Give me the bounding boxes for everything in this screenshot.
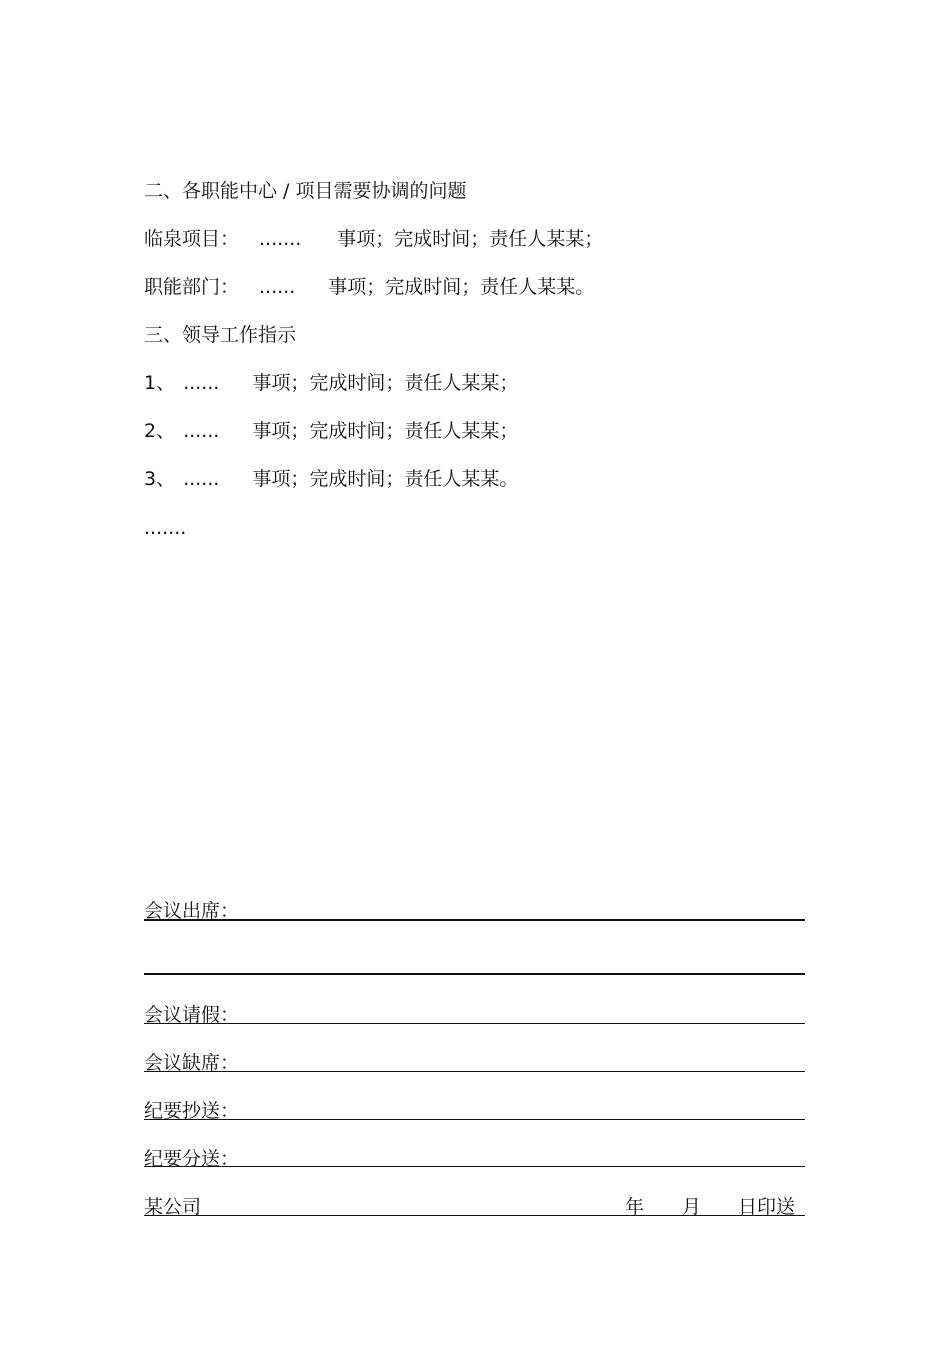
day-label: 日印送	[738, 1196, 796, 1218]
item-body: 事项；完成时间；责任人某某。	[252, 468, 519, 490]
leave-underline	[144, 1023, 805, 1024]
item-dots: ......	[183, 372, 220, 394]
section3-ellipsis: .......	[144, 517, 187, 539]
attend-label: 会议出席：	[144, 900, 240, 922]
item-dots: ......	[183, 468, 220, 490]
item-prefix: 1、	[144, 372, 176, 394]
item-body: 事项；完成时间；责任人某某；	[337, 228, 604, 250]
item-prefix: 职能部门：	[144, 276, 240, 298]
item-dots: ......	[259, 276, 296, 298]
item-dots: .......	[259, 228, 302, 250]
cc-underline	[144, 1119, 805, 1120]
leave-label: 会议请假：	[144, 1004, 240, 1026]
section3-item-3	[144, 467, 518, 491]
item-body: 事项；完成时间；责任人某某。	[328, 276, 595, 298]
absent-label: 会议缺席：	[144, 1052, 240, 1074]
section2-heading: 二、各职能中心 / 项目需要协调的问题	[144, 180, 467, 202]
item-prefix: 3、	[144, 468, 176, 490]
section3-heading: 三、领导工作指示	[144, 324, 297, 346]
company-name: 某公司	[144, 1196, 202, 1218]
month-label: 月	[682, 1196, 702, 1218]
section3-item-2	[144, 419, 518, 443]
absent-underline	[144, 1071, 805, 1072]
attend-underline-2	[144, 973, 805, 975]
cc-label: 纪要抄送：	[144, 1100, 240, 1122]
item-dots: ......	[183, 420, 220, 442]
item-body: 事项；完成时间；责任人某某；	[252, 420, 519, 442]
item-prefix: 2、	[144, 420, 176, 442]
section2-item-1	[144, 227, 603, 251]
attend-underline	[144, 919, 805, 921]
company-underline	[144, 1215, 805, 1216]
distribute-label: 纪要分送：	[144, 1148, 240, 1170]
distribute-underline	[144, 1166, 805, 1167]
year-label: 年	[625, 1196, 645, 1218]
section2-item-2	[144, 275, 594, 299]
item-prefix: 临泉项目：	[144, 228, 240, 250]
section3-item-1	[144, 371, 518, 395]
item-body: 事项；完成时间；责任人某某；	[252, 372, 519, 394]
